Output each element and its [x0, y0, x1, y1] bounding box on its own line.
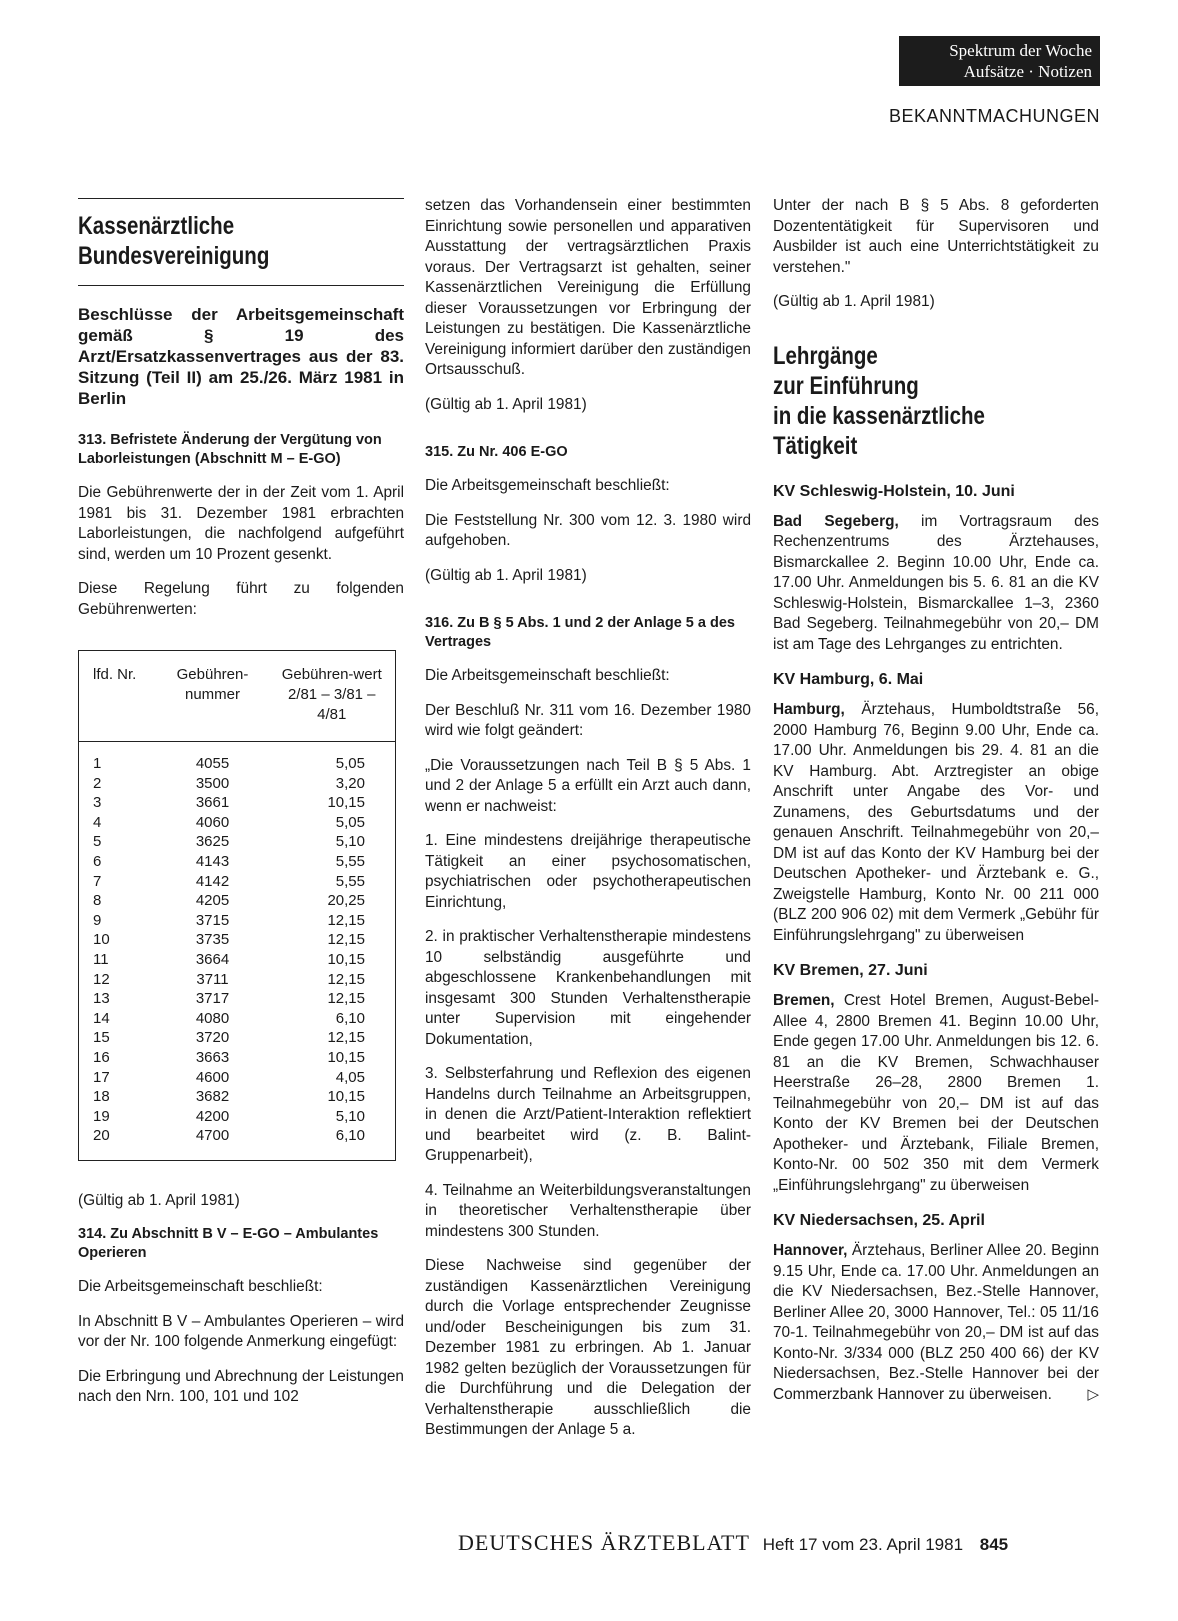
- table-row: [79, 1087, 396, 1107]
- column-middle: [425, 196, 751, 1455]
- badge-line-1: Spektrum der Woche: [949, 41, 1092, 60]
- title-line: Bundesvereinigung: [78, 242, 270, 270]
- section-badge: [899, 36, 1100, 86]
- row-number: 2: [93, 774, 102, 792]
- row-number: 12: [93, 970, 110, 988]
- paragraph: 2. in praktischer Verhaltenstherapie mindestens 10 selbständig ausgeführte und abgeschlossene Krankenbehandlungen mit insgesamt 300 Stunden Verhaltenstherapie unter Supervision mit eingehender Dokumentation,: [425, 928, 751, 1048]
- paragraph: Die Arbeitsgemeinschaft beschließt:: [425, 477, 670, 494]
- item-313-heading: 313. Befristete Änderung der Vergütung von Laborleistungen (Abschnitt M – E-GO): [78, 432, 382, 467]
- item-316-heading: 316. Zu B § 5 Abs. 1 und 2 der Anlage 5 a des Vertrages: [425, 615, 735, 650]
- divider: [78, 285, 404, 286]
- section-title: BEKANNTMACHUNGEN: [888, 106, 1100, 126]
- fee-value: 4,05: [335, 1068, 365, 1086]
- row-number: 13: [93, 990, 110, 1008]
- fee-number: 4080: [195, 1009, 230, 1027]
- fee-value: 3,20: [335, 774, 365, 792]
- paragraph: In Abschnitt B V – Ambulantes Operieren – wird vor der Nr. 100 folgende Anmerkung eingefügt:: [78, 1312, 404, 1351]
- fee-number: 4600: [195, 1068, 230, 1086]
- lead-heading: Beschlüsse der Arbeitsgemeinschaft gemäß § 19 des Arzt/Ersatzkassenvertrages aus der 83. Sitzung (Teil II) am 25./26. März 1981 in Berlin: [78, 305, 404, 408]
- table-body: [79, 742, 396, 1161]
- validity-note: (Gültig ab 1. April 1981): [425, 566, 587, 584]
- place-name: Hamburg,: [773, 701, 845, 718]
- paragraph: Unter der nach B § 5 Abs. 8 geforderten Dozententätigkeit für Supervisoren und Ausbilder ist auch eine Unterrichtstätigkeit zu verstehen.": [773, 197, 1099, 276]
- row-number: 6: [93, 852, 102, 870]
- row-number: 7: [93, 872, 102, 890]
- paragraph: 3. Selbsterfahrung und Reflexion des eigenen Handelns durch Teilnahme an Arbeitsgruppen, in denen die Arzt/Patient-Interaktion reflektiert und bearbeitet wird (z. B. Balint-Gruppenarbeit),: [425, 1065, 751, 1164]
- paragraph: [773, 700, 1099, 946]
- table-row: [79, 1107, 396, 1127]
- row-number: 3: [93, 794, 102, 812]
- row-number: 5: [93, 833, 102, 851]
- fee-number: 3735: [195, 931, 230, 949]
- paragraph: [773, 1241, 1099, 1405]
- place-name: Bremen,: [773, 992, 835, 1009]
- kv-heading: KV Bremen, 27. Juni: [773, 962, 928, 979]
- title-line: in die kassenärztliche: [773, 401, 985, 430]
- paragraph: Die Erbringung und Abrechnung der Leistungen nach den Nrn. 100, 101 und 102: [78, 1367, 404, 1406]
- place-name: Hannover,: [773, 1242, 848, 1259]
- paragraph: „Die Voraussetzungen nach Teil B § 5 Abs. 1 und 2 der Anlage 5 a erfüllt ein Arzt auch dann, wenn er nachweist:: [425, 756, 751, 815]
- badge-line-2: Aufsätze · Notizen: [963, 62, 1092, 81]
- paragraph: [773, 991, 1099, 1196]
- table-row: [79, 1048, 396, 1068]
- article-title: [78, 211, 406, 271]
- table-row: [79, 1068, 396, 1088]
- fee-number: 3500: [195, 774, 230, 792]
- paragraph-text: im Vortragsraum des Rechenzentrums des Ärztehauses, Bismarckallee 2. Beginn 10.00 Uhr, Ende ca. 17.00 Uhr. Anmeldungen bis 5. 6. 81 an die KV Schleswig-Holstein, Bismarckallee 1–3, 2360 Bad Segeberg. Teilnahmegebühr von 20,– DM ist am Tage des Lehrganges zu entrichten.: [773, 512, 1099, 653]
- title-line: zur Einführung: [773, 371, 919, 400]
- table-row: [79, 911, 396, 931]
- kv-heading: KV Hamburg, 6. Mai: [773, 671, 924, 688]
- row-number: 4: [93, 813, 102, 831]
- page-footer: [458, 1530, 1098, 1556]
- fee-number: 4055: [195, 755, 230, 772]
- fee-value: 10,15: [327, 950, 365, 968]
- column-header: Gebühren-wert 2/81 – 3/81 – 4/81: [269, 651, 396, 742]
- fee-value: 5,05: [335, 755, 365, 772]
- page-number: 845: [979, 1535, 1009, 1554]
- table-row: [79, 891, 396, 911]
- fee-number: 4060: [195, 813, 230, 831]
- kv-heading: KV Schleswig-Holstein, 10. Juni: [773, 482, 1015, 500]
- issue-info: Heft 17 vom 23. April 1981: [762, 1535, 964, 1554]
- row-number: 1: [93, 755, 102, 772]
- fee-value: 12,15: [327, 970, 365, 988]
- fee-value: 12,15: [327, 1029, 365, 1047]
- fee-number: 3625: [195, 833, 230, 851]
- table-row: [79, 852, 396, 872]
- row-number: 9: [93, 911, 102, 929]
- table-row: [79, 1126, 396, 1160]
- fee-value: 5,55: [335, 852, 365, 870]
- table-row: [79, 832, 396, 852]
- divider: [78, 198, 404, 199]
- fee-value: 5,55: [335, 872, 365, 890]
- table-row: [79, 930, 396, 950]
- paragraph: Die Gebührenwerte der in der Zeit vom 1. April 1981 bis 31. Dezember 1981 erbrachten Laborleistungen, die nachfolgend aufgeführt sind, werden um 10 Prozent gesenkt.: [78, 484, 404, 563]
- fee-number: 4200: [195, 1107, 230, 1125]
- column-header: lfd. Nr.: [79, 651, 157, 742]
- paragraph: Diese Regelung führt zu folgenden Gebührenwerten:: [78, 580, 404, 618]
- fee-value: 12,15: [327, 931, 365, 949]
- article-title: [773, 341, 1101, 461]
- fee-value: 6,10: [335, 1009, 365, 1027]
- fee-value: 10,15: [327, 794, 365, 812]
- table-row: [79, 989, 396, 1009]
- title-line: Tätigkeit: [773, 431, 858, 460]
- fee-value: 6,10: [335, 1127, 365, 1145]
- row-number: 10: [93, 931, 110, 949]
- fee-number: 3664: [195, 950, 230, 968]
- table-row: [79, 872, 396, 892]
- table-row: [79, 793, 396, 813]
- table-row: [79, 1009, 396, 1029]
- row-number: 16: [93, 1048, 110, 1066]
- column-left: [78, 198, 404, 1422]
- fee-number: 3720: [195, 1029, 230, 1047]
- kv-heading: KV Niedersachsen, 25. April: [773, 1212, 985, 1229]
- validity-note: (Gültig ab 1. April 1981): [78, 1191, 240, 1209]
- table-row: [79, 742, 396, 774]
- table-row: [79, 774, 396, 794]
- validity-note: (Gültig ab 1. April 1981): [773, 293, 935, 310]
- fee-number: 3661: [195, 794, 230, 812]
- table-row: [79, 950, 396, 970]
- paragraph-text: Ärztehaus, Humboldtstraße 56, 2000 Hamburg 76, Beginn 9.00 Uhr, Ende ca. 17.00 Uhr. Anmeldungen bis 29. 4. 81 an die KV Hamburg. Abt. Arztregister an obige Anschrift unter Angabe des Vor- und Zunamens, des Geburtsdatums und der genauen Anschrift. Teilnahmegebühr von 20,– DM ist auf das Konto der KV Hamburg bei der Deutschen Apotheker- und Ärztebank e. G., Zweigstelle Hamburg, Konto Nr. 00 211 000 (BLZ 200 906 02) mit dem Vermerk „Gebühr für Einführungslehrgang" zu überweisen: [773, 701, 1099, 944]
- validity-note: (Gültig ab 1. April 1981): [425, 395, 587, 413]
- table-header-row: [79, 651, 396, 742]
- row-number: 11: [93, 950, 109, 968]
- row-number: 18: [93, 1088, 110, 1106]
- paragraph-text: Ärztehaus, Berliner Allee 20. Beginn 9.15 Uhr, Ende ca. 17.00 Uhr. Anmeldungen an die KV Niedersachsen, Bez.-Stelle Hannover, Berliner Allee 20, 3000 Hannover, Tel.: 05 11/16 70-1. Teilnahmegebühr von 20,– DM ist auf das Konto-Nr. 3/334 000 (BLZ 250 400 66) der KV Niedersachsen, Bez.-Stelle Hannover bei der Commerzbank Hannover zu überweisen.: [773, 1242, 1100, 1403]
- title-line: Lehrgänge: [773, 341, 878, 370]
- fee-value: 12,15: [327, 911, 365, 929]
- item-314-heading: 314. Zu Abschnitt B V – E-GO – Ambulantes Operieren: [78, 1226, 379, 1262]
- paragraph: Die Arbeitsgemeinschaft beschließt:: [78, 1278, 323, 1296]
- paragraph: Diese Nachweise sind gegenüber der zuständigen Kassenärztlichen Vereinigung durch die Vorlage entsprechender Zeugnisse und/oder Bescheinigungen bis zum 31. Dezember 1981 zu erbringen. Ab 1. Januar 1982 gelten bezüglich der Voraussetzungen für die Durchführung und die Delegation der Verhaltenstherapie ausschließlich die Bestimmungen der Anlage 5 a.: [425, 1257, 751, 1438]
- row-number: 8: [93, 892, 102, 910]
- table-row: [79, 970, 396, 990]
- fee-value: 5,10: [335, 1107, 365, 1125]
- fee-number: 4700: [195, 1127, 230, 1145]
- fee-number: 3663: [195, 1048, 230, 1066]
- fee-number: 4143: [195, 852, 230, 870]
- fee-value: 10,15: [327, 1048, 365, 1066]
- column-header: Gebühren-nummer: [157, 651, 269, 742]
- title-line: Kassenärztliche: [78, 212, 235, 240]
- fee-value: 5,05: [335, 813, 365, 831]
- row-number: 20: [93, 1127, 110, 1145]
- paragraph: setzen das Vorhandensein einer bestimmten Einrichtung sowie personellen und apparativen Ausstattung der vertragsärztlichen Praxis voraus. Der Vertragsarzt ist gehalten, seiner Kassenärztlichen Vereinigung die Erfüllung dieser Voraussetzungen vor Erbringung der Leistungen zu bestätigen. Die Kassenärztliche Vereinigung informiert darüber den zuständigen Ortsausschuß.: [425, 197, 751, 378]
- item-315-heading: 315. Zu Nr. 406 E-GO: [425, 444, 568, 460]
- paragraph-text: Crest Hotel Bremen, August-Bebel-Allee 4, 2800 Bremen 41. Beginn 10.00 Uhr, Ende gegen 17.00 Uhr. Anmeldungen bis 12. 6. 81 an die KV Bremen, Schwachhauser Heerstraße 26–28, 2800 Bremen 1. Teilnahmegebühr von 20,– DM ist auf das Konto der KV Bremen bei der Deutschen Apotheker- und Ärztebank, Filiale Bremen, Konto-Nr. 00 502 350 mit dem Vermerk „Einführungslehrgang" zu überweisen: [773, 992, 1099, 1194]
- table-row: [79, 813, 396, 833]
- fee-number: 3717: [195, 990, 230, 1008]
- fee-value: 10,15: [327, 1088, 365, 1106]
- paragraph: Die Arbeitsgemeinschaft beschließt:: [425, 667, 670, 684]
- row-number: 19: [93, 1107, 110, 1125]
- continue-arrow-icon: ▷: [1087, 1385, 1099, 1403]
- row-number: 17: [93, 1068, 110, 1086]
- fee-number: 4142: [195, 872, 230, 890]
- paragraph: [773, 512, 1099, 656]
- place-name: Bad Segeberg,: [773, 512, 899, 530]
- row-number: 15: [93, 1029, 110, 1047]
- fee-number: 3711: [196, 970, 229, 988]
- paragraph: Der Beschluß Nr. 311 vom 16. Dezember 1980 wird wie folgt geändert:: [425, 701, 751, 739]
- row-number: 14: [93, 1009, 110, 1027]
- column-right: [773, 196, 1099, 1419]
- paragraph: Die Feststellung Nr. 300 vom 12. 3. 1980 wird aufgehoben.: [425, 511, 751, 549]
- table-row: [79, 1028, 396, 1048]
- fee-number: 3682: [195, 1088, 230, 1106]
- fee-number: 3715: [195, 911, 230, 929]
- fee-value: 5,10: [335, 833, 365, 851]
- paragraph: 4. Teilnahme an Weiterbildungsveranstaltungen in theoretischer Verhaltenstherapie über mindestens 300 Stunden.: [425, 1181, 751, 1240]
- journal-name: DEUTSCHES ÄRZTEBLATT: [458, 1530, 750, 1555]
- fee-table: [78, 650, 396, 1161]
- fee-value: 20,25: [327, 892, 365, 910]
- paragraph: 1. Eine mindestens dreijährige therapeutische Tätigkeit an einer psychosomatischen, psychiatrischen oder psychotherapeutischen Einrichtung,: [425, 832, 751, 911]
- fee-value: 12,15: [327, 990, 365, 1008]
- fee-number: 4205: [195, 892, 230, 910]
